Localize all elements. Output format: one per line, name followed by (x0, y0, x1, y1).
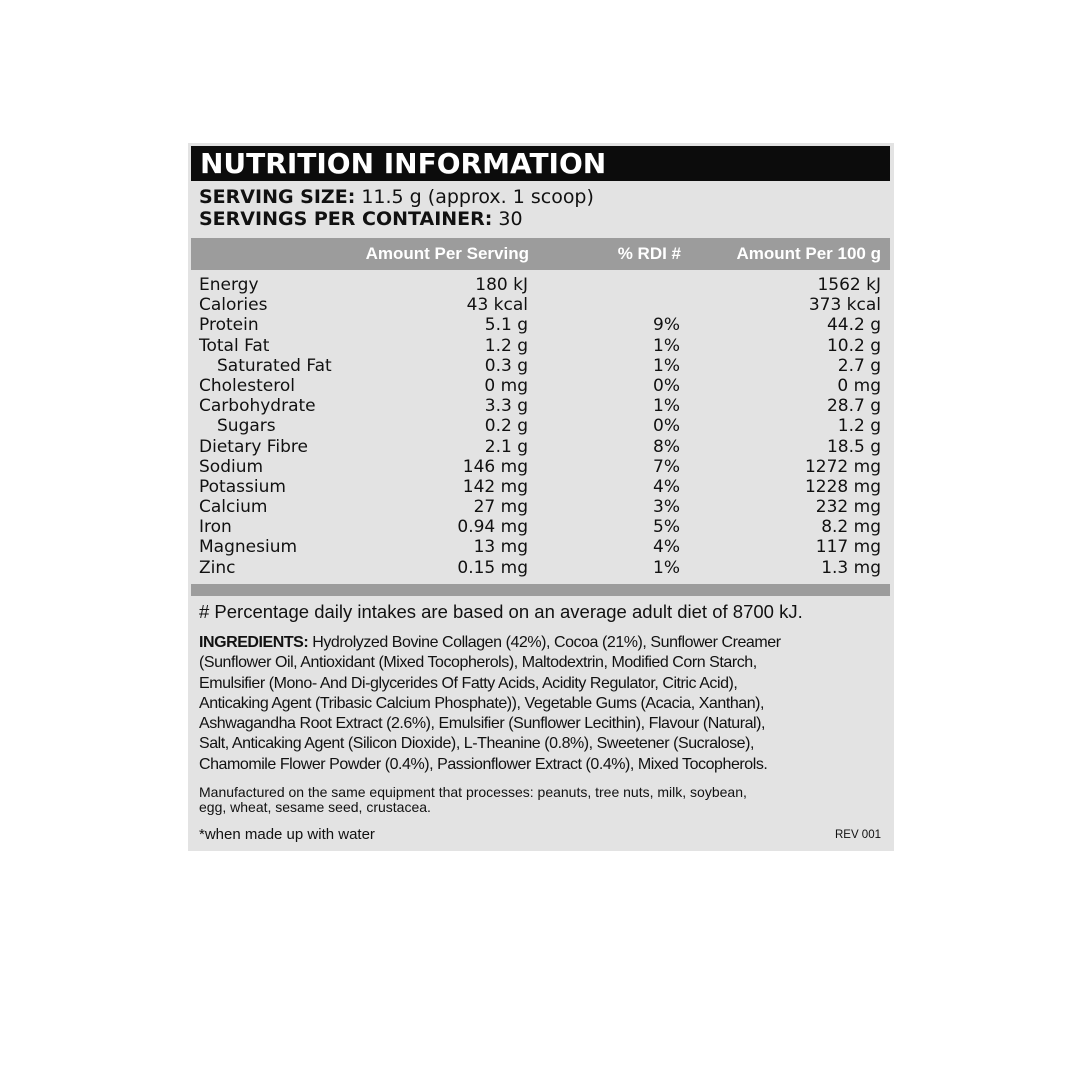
amount-per-100g: 28.7 g (826, 396, 881, 417)
nutrient-name: Carbohydrate (199, 396, 316, 417)
nutrient-name: Dietary Fibre (199, 436, 308, 457)
nutrient-name: Sodium (199, 456, 264, 477)
amount-per-serving: 0.2 g (484, 416, 528, 437)
nutrient-name: Sugars (217, 416, 276, 437)
amount-per-100g: 1.2 g (837, 416, 881, 437)
rdi-percent: 7% (653, 456, 680, 477)
nutrition-panel (188, 143, 894, 851)
rdi-percent: 1% (653, 355, 680, 376)
amount-per-100g: 1228 mg (804, 476, 881, 497)
table-row (188, 416, 894, 436)
table-row (188, 295, 894, 315)
amount-per-100g: 232 mg (815, 497, 881, 518)
table-row (188, 477, 894, 497)
servings-per-container (199, 208, 523, 230)
amount-per-serving: 0 mg (484, 375, 528, 396)
nutrient-name: Total Fat (199, 335, 270, 356)
amount-per-100g: 18.5 g (826, 436, 881, 457)
serving-size-label: SERVING SIZE: (199, 186, 356, 208)
ingredients-line (199, 755, 883, 775)
nutrient-name: Zinc (199, 557, 236, 578)
ingredients-line (199, 633, 883, 653)
amount-per-serving: 0.15 mg (457, 557, 528, 578)
amount-per-serving: 5.1 g (484, 315, 528, 336)
amount-per-100g: 0 mg (837, 375, 881, 396)
amount-per-100g: 1562 kJ (817, 275, 881, 295)
nutrient-name: Cholesterol (199, 375, 295, 396)
rdi-percent: 1% (653, 557, 680, 578)
servings-per-container-label: SERVINGS PER CONTAINER: (199, 208, 493, 230)
amount-per-serving: 142 mg (462, 476, 528, 497)
rdi-percent: 1% (653, 335, 680, 356)
table-row (188, 558, 894, 578)
panel-title: NUTRITION INFORMATION (191, 146, 890, 181)
table-row (188, 437, 894, 457)
amount-per-100g: 10.2 g (826, 335, 881, 356)
table-row (188, 497, 894, 517)
ingredients-line (199, 653, 883, 673)
servings-per-container-value: 30 (492, 208, 523, 230)
table-row (188, 275, 894, 295)
column-header-per-serving: Amount Per Serving (365, 244, 529, 263)
allergen-line: Manufactured on the same equipment that processes: peanuts, tree nuts, milk, soybean, (199, 784, 747, 800)
ingredients-statement (199, 633, 883, 775)
ingredients-text: (Sunflower Oil, Antioxidant (Mixed Tocopherols), Maltodextrin, Modified Corn Starch, (199, 654, 757, 672)
ingredients-text: Emulsifier (Mono- And Di-glycerides Of Fatty Acids, Acidity Regulator, Citric Acid), (199, 674, 738, 692)
table-row (188, 517, 894, 537)
rdi-percent: 8% (653, 436, 680, 457)
ingredients-text: Salt, Anticaking Agent (Silicon Dioxide), L-Theanine (0.8%), Sweetener (Sucralose), (199, 735, 754, 753)
serving-size-value: 11.5 g (approx. 1 scoop) (355, 186, 594, 208)
ingredients-text: Hydrolyzed Bovine Collagen (42%), Cocoa (21%), Sunflower Creamer (308, 634, 781, 651)
made-up-note: *when made up with water (199, 826, 375, 843)
amount-per-serving: 0.94 mg (457, 517, 528, 538)
ingredients-line (199, 734, 883, 754)
table-row (188, 336, 894, 356)
nutrient-table (188, 275, 894, 578)
allergen-statement (199, 785, 883, 814)
amount-per-serving: 180 kJ (475, 275, 528, 295)
amount-per-100g: 117 mg (815, 537, 881, 558)
ingredients-line (199, 714, 883, 734)
rdi-percent: 9% (653, 315, 680, 336)
amount-per-serving: 0.3 g (484, 355, 528, 376)
nutrient-name: Magnesium (199, 537, 298, 558)
amount-per-100g: 1272 mg (804, 456, 881, 477)
column-header-per-100g: Amount Per 100 g (736, 244, 881, 263)
allergen-line: egg, wheat, sesame seed, crustacea. (199, 798, 431, 815)
table-row (188, 457, 894, 477)
amount-per-100g: 44.2 g (826, 315, 881, 336)
rdi-percent: 4% (653, 537, 680, 558)
amount-per-serving: 27 mg (473, 497, 528, 518)
ingredients-text: Anticaking Agent (Tribasic Calcium Phosphate)), Vegetable Gums (Acacia, Xanthan), (199, 694, 765, 712)
nutrient-name: Energy (199, 275, 259, 295)
ingredients-line (199, 694, 883, 714)
ingredients-text: Ashwagandha Root Extract (2.6%), Emulsifier (Sunflower Lecithin), Flavour (Natural), (199, 715, 765, 733)
ingredients-label: INGREDIENTS: (199, 634, 309, 651)
table-bottom-rule (191, 584, 890, 596)
amount-per-serving: 43 kcal (466, 295, 528, 316)
serving-size (199, 186, 594, 208)
ingredients-line (199, 674, 883, 694)
rdi-footnote: # Percentage daily intakes are based on an average adult diet of 8700 kJ. (199, 601, 803, 622)
nutrient-name: Iron (199, 517, 232, 538)
amount-per-100g: 2.7 g (837, 355, 881, 376)
nutrient-name: Protein (199, 315, 259, 336)
rdi-percent: 1% (653, 396, 680, 417)
table-row (188, 356, 894, 376)
rdi-percent: 0% (653, 416, 680, 437)
revision-code: REV 001 (834, 829, 881, 841)
rdi-percent: 3% (653, 497, 680, 518)
amount-per-serving: 146 mg (462, 456, 528, 477)
table-row (188, 537, 894, 557)
table-row (188, 396, 894, 416)
nutrient-name: Saturated Fat (217, 355, 332, 376)
rdi-percent: 0% (653, 375, 680, 396)
table-header (191, 238, 890, 270)
table-row (188, 376, 894, 396)
nutrient-name: Calcium (199, 497, 268, 518)
amount-per-serving: 13 mg (473, 537, 528, 558)
column-header-rdi: % RDI # (617, 244, 681, 263)
ingredients-text: Chamomile Flower Powder (0.4%), Passionflower Extract (0.4%), Mixed Tocopherols. (199, 755, 768, 773)
amount-per-100g: 8.2 mg (821, 517, 881, 538)
amount-per-serving: 1.2 g (484, 335, 528, 356)
amount-per-100g: 373 kcal (808, 295, 881, 316)
amount-per-serving: 2.1 g (484, 436, 528, 457)
rdi-percent: 5% (653, 517, 680, 538)
table-row (188, 315, 894, 335)
amount-per-100g: 1.3 mg (821, 557, 881, 578)
rdi-percent: 4% (653, 476, 680, 497)
nutrient-name: Calories (199, 295, 268, 316)
nutrient-name: Potassium (199, 476, 286, 497)
amount-per-serving: 3.3 g (484, 396, 528, 417)
